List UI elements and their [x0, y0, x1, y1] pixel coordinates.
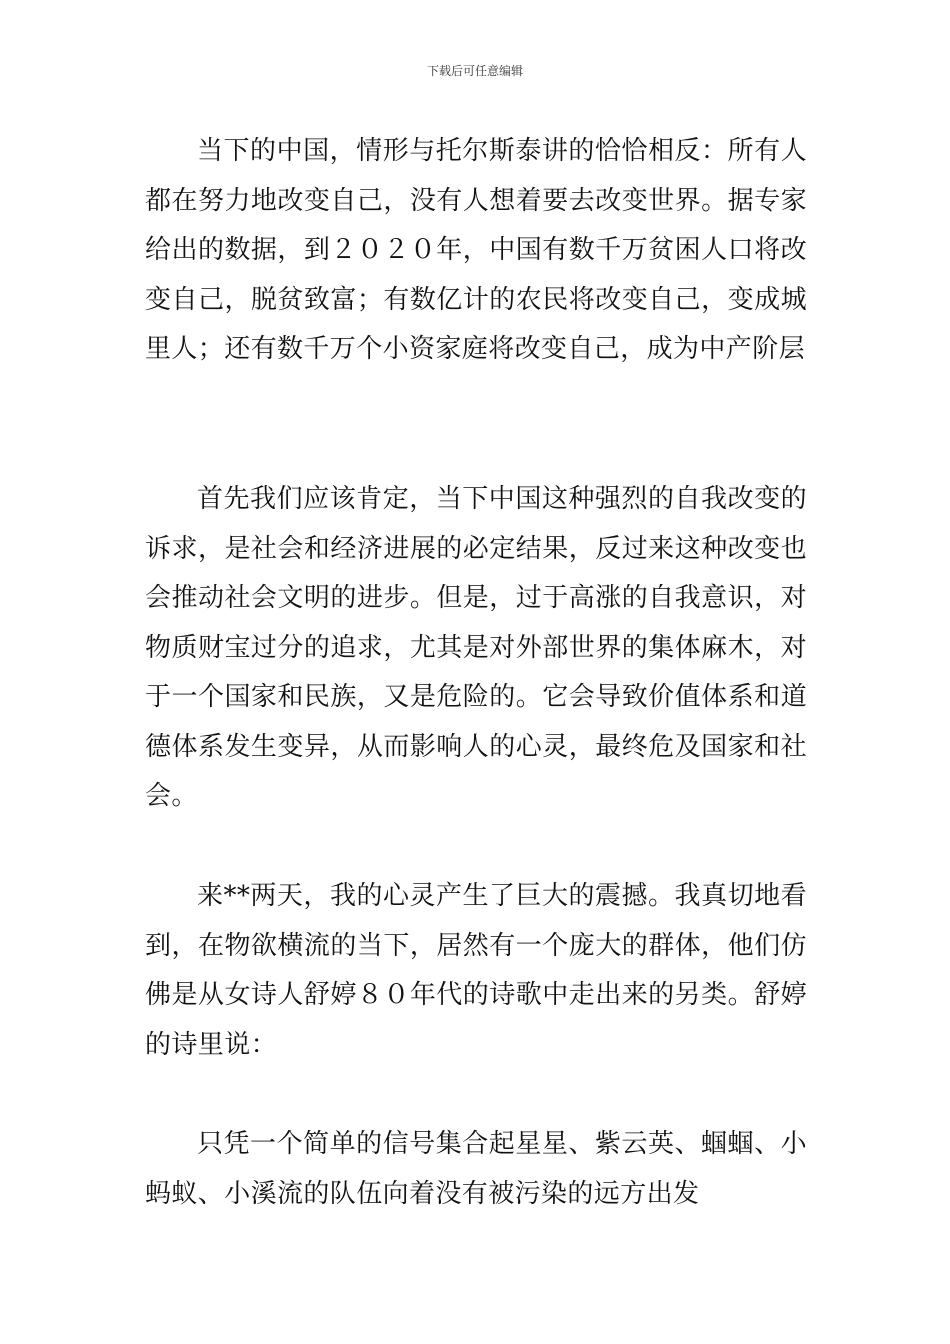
paragraph-2	[145, 475, 807, 822]
paragraph-1	[145, 127, 807, 375]
paragraph-1-text: 当下的中国，情形与托尔斯泰讲的恰恰相反：所有人都在努力地改变自己，没有人想着要去改变世界。据专家给出的数据，到２０２０年，中国有数千万贫困人口将改变自己，脱贫致富；有数亿计的农民将改变自己，变成城里人；还有数千万个小资家庭将改变自己，成为中产阶层	[145, 136, 807, 364]
paragraph-2-text: 首先我们应该肯定，当下中国这种强烈的自我改变的诉求，是社会和经济进展的必定结果，反过来这种改变也会推动社会文明的进步。但是，过于高涨的自我意识，对物质财宝过分的追求，尤其是对外部世界的集体麻木，对于一个国家和民族，又是危险的。它会导致价值体系和道德体系发生变异，从而影响人的心灵，最终危及国家和社会。	[145, 484, 807, 811]
paragraph-3	[145, 872, 807, 1070]
paragraph-3-text: 来**两天，我的心灵产生了巨大的震撼。我真切地看到，在物欲横流的当下，居然有一个庞大的群体，他们仿佛是从女诗人舒婷８０年代的诗歌中走出来的另类。舒婷的诗里说：	[145, 881, 807, 1060]
page-header-note: 下载后可任意编辑	[426, 64, 523, 78]
paragraph-4	[145, 1120, 807, 1219]
paragraph-4-text: 只凭一个简单的信号集合起星星、紫云英、蝈蝈、小蚂蚁、小溪流的队伍向着没有被污染的远方出发	[145, 1129, 807, 1209]
